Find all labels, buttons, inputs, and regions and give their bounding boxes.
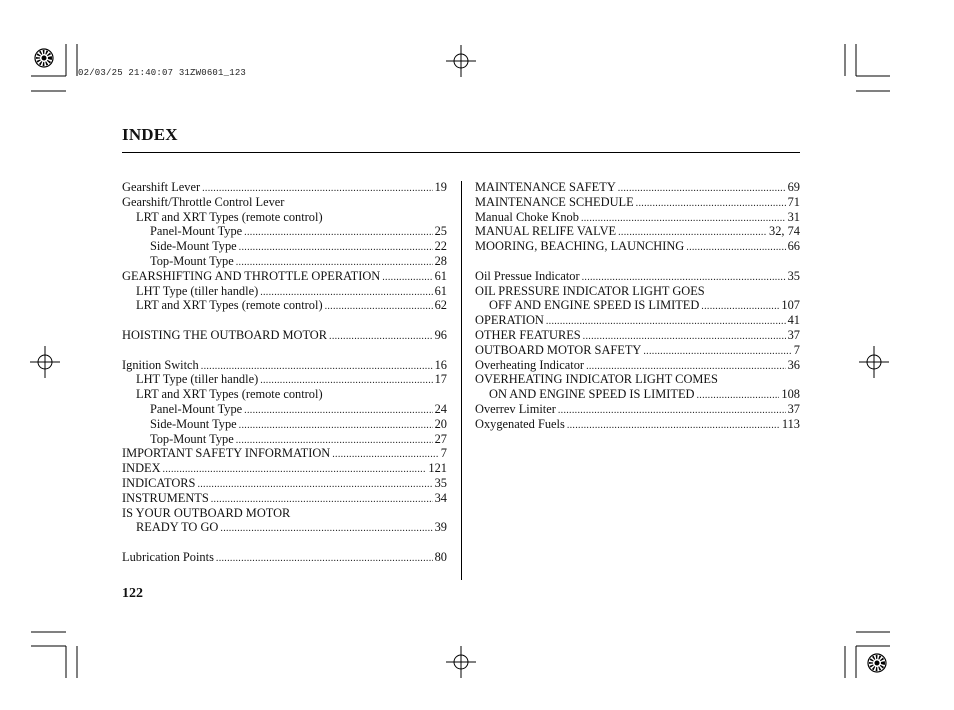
index-entry-page[interactable]: 35 — [434, 475, 447, 490]
index-entry-label: Gearshift/Throttle Control Lever — [122, 194, 285, 209]
index-entry-page[interactable]: 7 — [793, 342, 800, 357]
index-entry — [122, 550, 447, 565]
index-entry — [122, 180, 447, 195]
index-entry-page[interactable]: 17 — [434, 372, 447, 387]
index-entry-label: LRT and XRT Types (remote control) — [136, 298, 323, 313]
index-entry — [122, 224, 447, 239]
dot-leader — [163, 463, 427, 478]
dot-leader — [236, 256, 433, 271]
index-entry-page[interactable]: 7 — [440, 446, 447, 461]
dot-leader — [197, 478, 432, 493]
index-entry — [122, 461, 447, 476]
index-entry-label: HOISTING THE OUTBOARD MOTOR — [122, 327, 328, 342]
dot-leader — [332, 448, 439, 463]
index-entry-page[interactable]: 22 — [434, 239, 447, 254]
dot-leader — [618, 226, 767, 241]
dot-leader — [583, 330, 786, 345]
dot-leader — [325, 300, 433, 315]
index-entry-label: OUTBOARD MOTOR SAFETY — [475, 342, 642, 357]
index-spacer — [122, 313, 447, 328]
dot-leader — [618, 182, 786, 197]
dot-leader — [382, 271, 432, 286]
index-entry — [475, 298, 800, 313]
index-spacer — [122, 535, 447, 550]
index-entry-page[interactable]: 69 — [787, 180, 800, 194]
dot-leader — [260, 286, 432, 301]
index-entry-page[interactable]: 61 — [434, 268, 447, 283]
index-entry — [122, 254, 447, 269]
index-entry-label: Overrev Limiter — [475, 401, 556, 416]
index-entry-label: OIL PRESSURE INDICATOR LIGHT GOES — [475, 283, 705, 298]
index-entry-label: Side-Mount Type — [150, 416, 237, 431]
index-entry-label: Manual Choke Knob — [475, 209, 579, 224]
dot-leader — [582, 271, 786, 286]
dot-leader — [636, 197, 786, 212]
index-entry-page[interactable]: 113 — [781, 416, 800, 431]
index-entry-page[interactable]: 20 — [434, 416, 447, 431]
index-entry-page[interactable]: 39 — [434, 520, 447, 535]
dot-leader — [244, 404, 432, 419]
index-entry — [122, 506, 447, 521]
dot-leader — [239, 419, 433, 434]
index-entry-page[interactable]: 96 — [434, 327, 447, 342]
index-entry-label: IMPORTANT SAFETY INFORMATION — [122, 446, 331, 461]
index-entry — [475, 269, 800, 284]
index-spacer — [122, 343, 447, 358]
dot-leader — [686, 241, 785, 256]
print-timestamp: 02/03/25 21:40:07 31ZW0601_123 — [78, 68, 247, 78]
registration-crosshair-top — [446, 45, 476, 77]
index-entry — [475, 358, 800, 373]
index-entry-page[interactable]: 16 — [434, 357, 447, 372]
index-entry — [475, 313, 800, 328]
index-entry-label: ON AND ENGINE SPEED IS LIMITED — [489, 387, 695, 402]
index-entry-label: MAINTENANCE SAFETY — [475, 180, 616, 194]
index-entry — [475, 210, 800, 225]
starburst-target-bottom-right — [868, 654, 886, 672]
index-entry-page[interactable]: 28 — [434, 253, 447, 268]
index-entry — [122, 446, 447, 461]
column-divider — [461, 181, 462, 580]
index-entry-page[interactable]: 108 — [781, 387, 800, 402]
index-entry-label: OPERATION — [475, 313, 544, 328]
index-entry-page[interactable]: 121 — [428, 461, 447, 476]
index-entry — [475, 224, 800, 239]
index-entry-label: LHT Type (tiller handle) — [136, 372, 259, 387]
starburst-target-top-left — [35, 49, 53, 67]
dot-leader — [567, 419, 780, 434]
index-entry — [475, 284, 800, 299]
index-entry-label: Overheating Indicator — [475, 357, 585, 372]
index-entry-page[interactable]: 31 — [787, 209, 800, 224]
index-entry-label: Oil Pressue Indicator — [475, 268, 580, 283]
index-entry-label: OVERHEATING INDICATOR LIGHT COMES — [475, 372, 718, 387]
index-entry — [122, 520, 447, 535]
index-entry-page[interactable]: 24 — [434, 401, 447, 416]
index-entry — [122, 491, 447, 506]
index-entry-label: READY TO GO — [136, 520, 219, 535]
index-entry — [122, 298, 447, 313]
index-entry-label: OTHER FEATURES — [475, 327, 581, 342]
index-entry — [475, 328, 800, 343]
index-entry-label: Side-Mount Type — [150, 239, 237, 254]
index-entry-label: Lubrication Points — [122, 549, 214, 564]
index-entry — [475, 417, 800, 432]
index-entry — [475, 402, 800, 417]
index-entry-page[interactable]: 41 — [787, 313, 800, 328]
index-column-right — [475, 180, 800, 432]
index-entry-page[interactable]: 66 — [787, 239, 800, 254]
index-entry — [475, 239, 800, 254]
index-entry — [122, 432, 447, 447]
index-entry — [122, 195, 447, 210]
dot-leader — [236, 434, 433, 449]
index-entry-page[interactable]: 80 — [434, 549, 447, 564]
title-rule — [122, 152, 800, 153]
index-entry-label: LHT Type (tiller handle) — [136, 283, 259, 298]
index-entry-label: MAINTENANCE SCHEDULE — [475, 194, 634, 209]
index-entry-label: Panel-Mount Type — [150, 401, 243, 416]
index-entry — [122, 269, 447, 284]
index-entry — [122, 402, 447, 417]
dot-leader — [696, 389, 779, 404]
index-entry-page[interactable]: 27 — [434, 431, 447, 446]
dot-leader — [260, 374, 432, 389]
index-entry — [122, 387, 447, 402]
index-entry-label: Ignition Switch — [122, 357, 199, 372]
dot-leader — [586, 360, 786, 375]
dot-leader — [216, 552, 433, 567]
index-entry-page[interactable]: 36 — [787, 357, 800, 372]
dot-leader — [239, 241, 433, 256]
index-entry — [122, 476, 447, 491]
index-entry-label: MANUAL RELIFE VALVE — [475, 224, 617, 239]
index-entry-label: IS YOUR OUTBOARD MOTOR — [122, 505, 291, 520]
dot-leader — [581, 212, 786, 227]
index-entry — [122, 210, 447, 225]
index-entry-label: GEARSHIFTING AND THROTTLE OPERATION — [122, 268, 381, 283]
dot-leader — [701, 300, 779, 315]
index-entry-page[interactable]: 34 — [434, 490, 447, 505]
dot-leader — [244, 226, 432, 241]
index-entry — [475, 180, 800, 195]
index-entry-label: INDICATORS — [122, 475, 196, 490]
index-entry — [122, 239, 447, 254]
index-entry-label: LRT and XRT Types (remote control) — [136, 387, 323, 402]
index-entry-page[interactable]: 19 — [434, 180, 447, 194]
dot-leader — [558, 404, 786, 419]
dot-leader — [220, 522, 432, 537]
index-entry-page[interactable]: 37 — [787, 401, 800, 416]
registration-crosshair-left — [30, 346, 60, 378]
index-entry-label: INDEX — [122, 461, 161, 476]
index-entry-label: MOORING, BEACHING, LAUNCHING — [475, 239, 685, 254]
page-title: INDEX — [122, 125, 178, 144]
index-entry-page[interactable]: 37 — [787, 327, 800, 342]
registration-crosshair-bottom — [446, 646, 476, 678]
registration-crosshair-right — [859, 346, 889, 378]
index-entry-page[interactable]: 25 — [434, 224, 447, 239]
index-entry — [122, 372, 447, 387]
index-entry — [475, 343, 800, 358]
index-entry — [122, 358, 447, 373]
index-entry-label: INSTRUMENTS — [122, 490, 209, 505]
index-entry-page[interactable]: 62 — [434, 298, 447, 313]
dot-leader — [643, 345, 791, 360]
index-entry — [475, 195, 800, 210]
index-entry — [122, 284, 447, 299]
dot-leader — [329, 330, 433, 345]
index-entry-page[interactable]: 107 — [781, 298, 800, 313]
index-entry-page[interactable]: 35 — [787, 268, 800, 283]
page-number: 122 — [122, 586, 143, 601]
index-entry-page[interactable]: 71 — [787, 194, 800, 209]
dot-leader — [201, 360, 433, 375]
index-entry-label: Panel-Mount Type — [150, 224, 243, 239]
dot-leader — [202, 182, 433, 197]
index-entry-label: Gearshift Lever — [122, 180, 201, 194]
index-entry — [475, 372, 800, 387]
index-entry-page[interactable]: 61 — [434, 283, 447, 298]
index-spacer — [475, 254, 800, 269]
index-entry-label: OFF AND ENGINE SPEED IS LIMITED — [489, 298, 700, 313]
index-entry-label: Top-Mount Type — [150, 253, 234, 268]
dot-leader — [546, 315, 786, 330]
index-entry — [475, 387, 800, 402]
index-entry-label: LRT and XRT Types (remote control) — [136, 209, 323, 224]
index-entry-page[interactable]: 32, 74 — [769, 224, 800, 239]
dot-leader — [211, 493, 433, 508]
index-entry — [122, 417, 447, 432]
index-column-left — [122, 180, 447, 565]
index-entry-label: Top-Mount Type — [150, 431, 234, 446]
index-entry — [122, 328, 447, 343]
index-entry-label: Oxygenated Fuels — [475, 416, 565, 431]
